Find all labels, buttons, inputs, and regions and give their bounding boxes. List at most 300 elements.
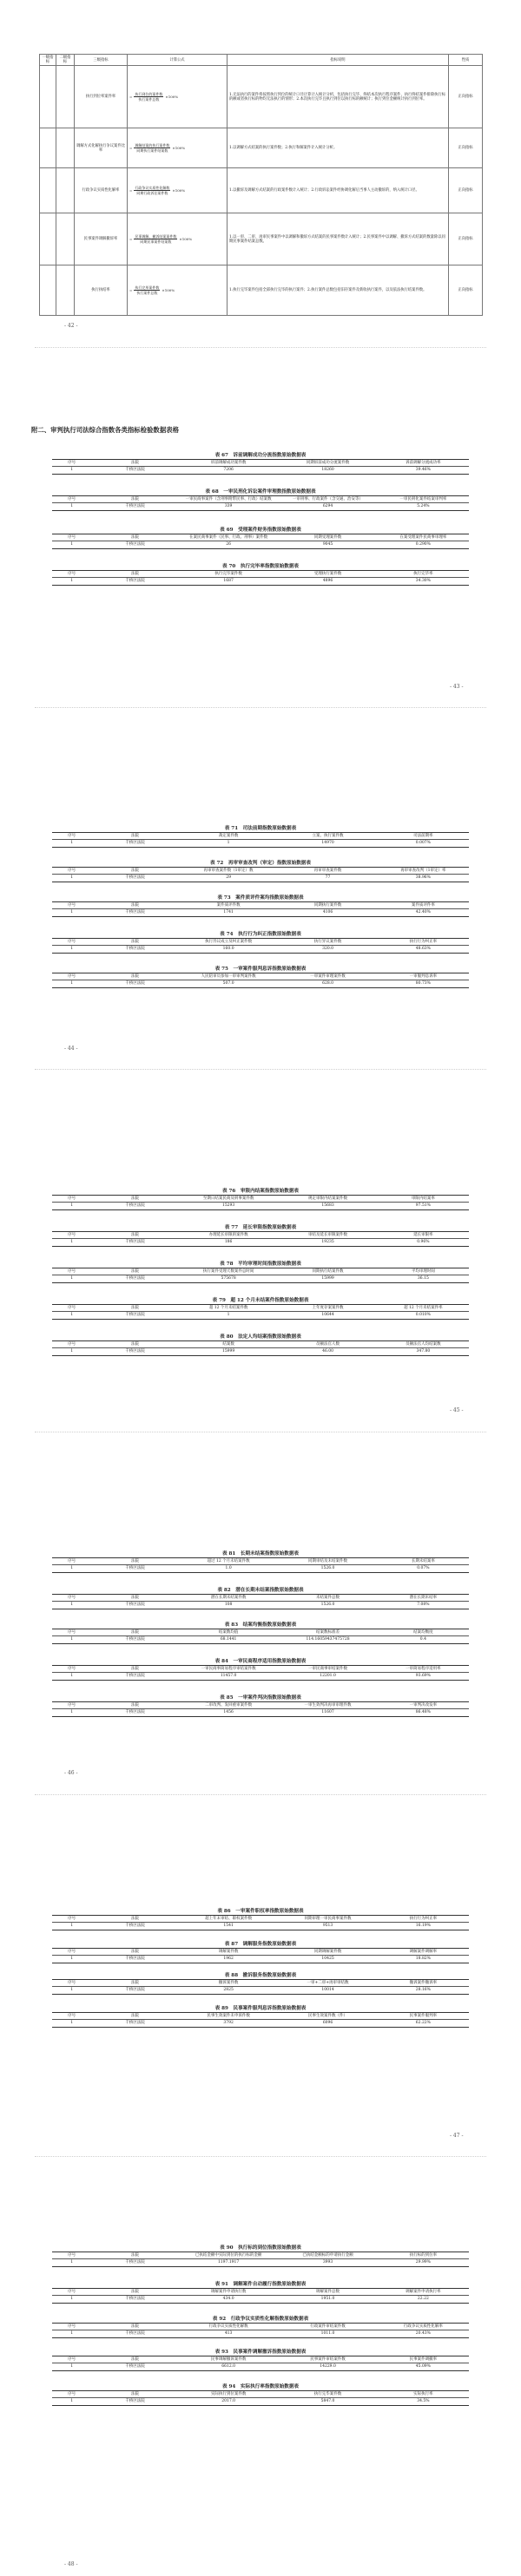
indicator-nature: 正向指标 <box>449 128 483 168</box>
table-header-cell: 行政争议实质性化解率 <box>378 2324 469 2330</box>
table-cell: 77 <box>278 875 377 882</box>
table-header-cell: 在案受理案件民商事审理率 <box>378 534 469 541</box>
table-header-cell: 序号 <box>52 973 91 980</box>
table-cell: 千桥区法院 <box>91 2259 179 2266</box>
table-header-cell: 人民陪审员参加一审审判案件数 <box>179 973 278 980</box>
indicator-nature: 正向指标 <box>449 213 483 265</box>
table-cell: 628.0 <box>278 980 377 987</box>
table-cell: 0.010% <box>378 1312 469 1319</box>
table-header-row <box>52 2013 469 2020</box>
table-cell: 1 <box>52 1203 91 1209</box>
table-row <box>52 467 469 474</box>
table-cell: 320.0 <box>278 946 377 953</box>
indicator-row <box>40 128 483 168</box>
table-cell: 千桥区法院 <box>91 875 179 882</box>
table-title: 表 77 延长审限指数原始数据表 <box>224 1225 297 1230</box>
table-header-row <box>52 833 469 840</box>
table-header-cell: 执行案件受理天数案件总时间 <box>179 1268 278 1275</box>
table-header-cell: 序号 <box>52 1196 91 1203</box>
table-cell: 507.0 <box>179 980 278 987</box>
level2-cell <box>56 66 75 128</box>
table-header-cell: 同期受理案件数 <box>278 534 377 541</box>
table-header-cell: 法院 <box>91 1980 179 1987</box>
formula-cell <box>128 66 228 128</box>
table-cell: 1541 <box>179 1923 278 1930</box>
table-title: 表 91 调解案件自动履行指数原始数据表 <box>214 2282 307 2287</box>
table-cell: 160.0 <box>179 946 278 953</box>
table-cell: 1 <box>52 1312 91 1319</box>
page-divider <box>35 1069 486 1070</box>
table-header-cell: 序号 <box>52 460 91 467</box>
formula: = $\frac{\text{调解结案的执行案件数}}{\text{同期执行案件结案数}}$ ×100% <box>129 143 186 154</box>
table-header-cell: 审限内结案率 <box>378 1196 469 1203</box>
data-table <box>52 2252 469 2267</box>
header-col-3: 三级指标 <box>75 55 128 66</box>
table-header-cell: 序号 <box>52 939 91 946</box>
table-row <box>52 2330 469 2337</box>
table-header-cell: 调解案件申请执行数 <box>179 2289 278 2296</box>
table-cell: 1 <box>52 1348 91 1355</box>
table-title: 表 79 超 12 个月未结案件指数原始数据表 <box>212 1298 309 1303</box>
table-cell: 千桥区法院 <box>91 1239 179 1246</box>
table-cell: 16.19% <box>378 1923 469 1930</box>
formula-denominator: 同期执行案件结案数 <box>136 148 168 154</box>
table-cell: 1 <box>179 840 278 847</box>
table-cell: 1197.1917 <box>179 2259 278 2266</box>
table-cell: 1526.0 <box>278 1565 377 1572</box>
table-cell: 1 <box>52 467 91 474</box>
table-row <box>52 1565 469 1572</box>
table-header-cell: 同期审结及未结案件数 <box>278 1558 377 1565</box>
data-table <box>52 1231 469 1247</box>
table-header-cell: 执行行为纠正率 <box>378 1916 469 1923</box>
table-title: 表 67 诉前调解成功分流指数原始数据表 <box>214 453 307 458</box>
table-header-cell: 同期执行结案件数 <box>278 1268 377 1275</box>
table-header-cell: 民事案件审结案件数 <box>278 2356 377 2363</box>
table-cell: 114.16059437475728 <box>278 1636 377 1643</box>
table-row <box>52 1987 469 1994</box>
indicator-description: 1.执行完毕案件包括全部执行完毕的执行案件；2.执行案件总数包括旧存案件及新收执行案件，以及依法执行结案件数。 <box>228 265 449 316</box>
table-title: 表 82 潜在长期未结案指数原始数据表 <box>217 1588 304 1593</box>
data-table <box>52 973 469 988</box>
table-row <box>52 2259 469 2266</box>
table-cell: 15683 <box>278 1203 377 1209</box>
table-header-cell: 一审+二审+再审审结数 <box>278 1980 377 1987</box>
table-row <box>52 1239 469 1246</box>
table-header-row <box>52 1629 469 1636</box>
table-header-cell: 潜在长期未结率 <box>378 1595 469 1602</box>
page-number: - 42 - <box>64 323 78 329</box>
table-header-cell: 一审民商事简易程序审结案件数 <box>179 1666 278 1673</box>
table-header-cell: 超过 12 个月未结案件数 <box>179 1558 278 1565</box>
table-cell: 413 <box>179 2330 278 2337</box>
table-header-row <box>52 868 469 875</box>
table-header-cell: 执行完毕率 <box>378 571 469 578</box>
table-row <box>52 1348 469 1355</box>
table-header-cell: 法院 <box>91 571 179 578</box>
table-title: 表 74 执行行为纠正指数原始数据表 <box>220 932 301 937</box>
data-table <box>52 901 469 917</box>
table-row <box>52 909 469 916</box>
table-cell: 千桥区法院 <box>91 2363 179 2370</box>
data-table <box>52 1340 469 1356</box>
header-col-1: 一级指标 <box>40 55 56 66</box>
table-cell: 1456 <box>179 1709 278 1716</box>
table-row <box>52 2398 469 2405</box>
table-cell: 339 <box>179 503 278 510</box>
table-cell: 1 <box>179 1312 278 1319</box>
table-cell: 29.99% <box>378 2259 469 2266</box>
indicator-description: 1.无法执行的案件将按照执行到位的统计口径计算计入统计分析，包括执行完毕、终结本次执行程序案件，执行终结案件排除执行标的额或者执行标的物均无法执行的情形；2.本次执行完毕且执行到位以执行标的额统计；执行到位金额统计执行到位率。 <box>228 66 449 128</box>
table-cell: 千桥区法院 <box>91 1275 179 1282</box>
data-table <box>52 2356 469 2371</box>
table-header-row <box>52 571 469 578</box>
table-cell: 1 <box>52 1565 91 1572</box>
table-header-row <box>52 1305 469 1312</box>
indicator-table <box>39 54 483 316</box>
table-title: 表 69 受理案件财务指数原始数据表 <box>220 528 301 533</box>
table-header-cell: 法院 <box>91 1629 179 1636</box>
table-header-cell: 一审服判息诉率 <box>378 973 469 980</box>
table-header-cell: 序号 <box>52 1305 91 1312</box>
table-cell: 15293 <box>179 1203 278 1209</box>
formula: = $\frac{\text{行政争议实质性化解数}}{\text{同期行政诉讼案件数}}$ ×100% <box>129 186 186 196</box>
table-header-cell: 序号 <box>52 2252 91 2259</box>
table-cell: 93.69% <box>378 1673 469 1680</box>
table-cell: 0.4 <box>378 1636 469 1643</box>
table-cell: 1 <box>52 980 91 987</box>
table-header-cell: 法院 <box>91 1666 179 1673</box>
data-table <box>52 1557 469 1573</box>
table-header-cell: 裁定案件数 <box>179 833 278 840</box>
page-divider <box>35 347 486 348</box>
table-header-cell: 在案民商事案件（民事、行政、刑事）案件数 <box>179 534 278 541</box>
table-cell: 48.63% <box>378 946 469 953</box>
table-header-cell: 序号 <box>52 2289 91 2296</box>
table-cell: 26 <box>179 541 278 548</box>
page-divider <box>35 707 486 708</box>
table-header-cell: 序号 <box>52 2013 91 2020</box>
table-title: 表 93 民事案件调解撤诉指数原始数据表 <box>214 2350 307 2355</box>
table-header-cell: 序号 <box>52 1949 91 1956</box>
table-header-cell: 民事生效案件未申诉件数 <box>179 2013 278 2020</box>
section-heading: 附二、审判执行司法综合指数各类指标检验数据表格 <box>31 426 179 434</box>
table-header-cell: 序号 <box>52 571 91 578</box>
table-header-cell: 潜在长期未结案件数 <box>179 1595 278 1602</box>
table-title: 表 71 司法前期指数原始数据表 <box>224 826 297 831</box>
table-cell: 22.22 <box>378 2296 469 2303</box>
table-header-cell: 一审简易程序适用率 <box>378 1666 469 1673</box>
table-header-cell: 延长审限率 <box>378 1232 469 1239</box>
data-table <box>52 938 469 954</box>
table-title: 表 84 一审民商程序适用指数原始数据表 <box>214 1659 307 1664</box>
table-cell: 34.5% <box>378 2398 469 2405</box>
indicator-name: 执行到位率案件率 <box>75 66 128 128</box>
table-title: 表 73 案件质评件案均指数原始数据表 <box>217 895 304 901</box>
table-header-cell: 法院 <box>91 1558 179 1565</box>
level2-cell <box>56 265 75 316</box>
page-divider <box>35 1794 486 1795</box>
table-header-cell: 一审民商事审结案件数 <box>278 1666 377 1673</box>
indicator-description: 1.以调解方式结案的执行案件数；2.执行和解案件计入统计分析。 <box>228 128 449 168</box>
table-header-cell: 法院 <box>91 1949 179 1956</box>
table-cell: 10425 <box>278 1956 377 1963</box>
data-table <box>52 2288 469 2304</box>
table-header-cell: 法院 <box>91 1341 179 1348</box>
table-header-cell: 序号 <box>52 833 91 840</box>
table-cell: 46.00 <box>278 1348 377 1355</box>
table-header-cell: 员额法官人数 <box>278 1341 377 1348</box>
table-header-row <box>52 496 469 503</box>
table-header-row <box>52 1666 469 1673</box>
table-cell: 28.16% <box>378 1987 469 1994</box>
table-header-cell: 序号 <box>52 1980 91 1987</box>
table-header-row <box>52 1916 469 1923</box>
table-cell: 5.24% <box>378 503 469 510</box>
table-cell: 1687 <box>179 578 278 585</box>
table-cell: 1 <box>52 2398 91 2405</box>
table-title: 表 86 一审案件职权率指数原始数据表 <box>217 1909 304 1914</box>
table-cell: 千桥区法院 <box>91 2398 179 2405</box>
table-cell: 千桥区法院 <box>91 503 179 510</box>
page-divider <box>35 2156 486 2157</box>
table-row <box>52 541 469 548</box>
table-header-cell: 法院 <box>91 534 179 541</box>
table-header-cell: 同期调解案件数 <box>278 1949 377 1956</box>
table-cell: 18260 <box>278 467 377 474</box>
table-header-cell: 序号 <box>52 1232 91 1239</box>
table-cell: 34.30% <box>378 578 469 585</box>
page-number: - 48 - <box>64 2561 78 2567</box>
table-cell: 0.96% <box>378 1239 469 1246</box>
table-cell: 千桥区法院 <box>91 946 179 953</box>
table-cell: 1 <box>52 541 91 548</box>
table-cell: 0.290% <box>378 541 469 548</box>
table-header-cell: 撤诉案件撤诉率 <box>378 1980 469 1987</box>
table-cell: 千桥区法院 <box>91 909 179 916</box>
table-title: 表 92 行政争议实质性化解指数原始数据表 <box>212 2317 309 2322</box>
indicator-name: 民事案件调解撤诉率 <box>75 213 128 265</box>
table-cell: 3792 <box>179 2020 278 2027</box>
table-header-row <box>52 1341 469 1348</box>
table-row <box>52 503 469 510</box>
formula-numerator: 执行完毕案件数 <box>135 285 160 291</box>
data-table <box>52 534 469 549</box>
table-cell: 千桥区法院 <box>91 1565 179 1572</box>
table-header-cell: 序号 <box>52 496 91 503</box>
table-header-row <box>52 1268 469 1275</box>
table-header-cell: 长期未结案率 <box>378 1558 469 1565</box>
table-header-cell: 民事调解撤诉案件数 <box>179 2356 278 2363</box>
table-cell: 10644 <box>278 1312 377 1319</box>
formula-cell <box>128 213 228 265</box>
table-cell: 1 <box>52 578 91 585</box>
table-header-row <box>52 1232 469 1239</box>
table-row <box>52 1602 469 1609</box>
table-cell: 1 <box>52 2020 91 2027</box>
table-cell: 39.46% <box>378 467 469 474</box>
table-title: 表 76 审限内结案指数原始数据表 <box>221 1189 300 1194</box>
table-header-cell: 超 12 个月未结案件率 <box>378 1305 469 1312</box>
table-cell: 1 <box>52 1239 91 1246</box>
data-table <box>52 570 469 586</box>
table-cell: 0.07% <box>378 1565 469 1572</box>
table-cell: 7.08% <box>378 1602 469 1609</box>
page-number: - 46 - <box>64 1770 78 1776</box>
table-header-cell: 平均审理时间 <box>378 1268 469 1275</box>
table-cell: 千桥区法院 <box>91 1987 179 1994</box>
table-header-cell: 结案数均值 <box>179 1629 278 1636</box>
table-cell: 5847.0 <box>278 2398 377 2405</box>
table-title: 表 70 执行完毕率指数原始数据表 <box>221 564 300 569</box>
table-title: 表 94 实际执行率指数原始数据表 <box>221 2384 300 2389</box>
table-cell: 千桥区法院 <box>91 1203 179 1209</box>
table-cell: 千桥区法院 <box>91 1956 179 1963</box>
table-header-cell: 调解案件申请执行率 <box>378 2289 469 2296</box>
indicator-nature: 正向指标 <box>449 66 483 128</box>
table-header-cell: 法院 <box>91 2356 179 2363</box>
table-header-cell: 结案均衡度 <box>378 1629 469 1636</box>
table-header-cell: 序号 <box>52 1341 91 1348</box>
table-header-cell: 序号 <box>52 2324 91 2330</box>
table-cell: 4106 <box>278 909 377 916</box>
table-header-row <box>52 2252 469 2259</box>
table-cell: 6096 <box>278 2020 377 2027</box>
table-cell: 1011.0 <box>278 2330 377 2337</box>
table-cell: 19235 <box>278 1239 377 1246</box>
table-cell: 62.22% <box>378 2020 469 2027</box>
table-header-cell: 一审判决改发率 <box>378 1702 469 1709</box>
table-header-cell: 至期日结案民商及刑事案件数 <box>179 1196 278 1203</box>
table-cell: 10014 <box>278 1987 377 1994</box>
table-cell: 1526.0 <box>278 1602 377 1609</box>
table-cell: 9513 <box>278 1923 377 1930</box>
indicator-row <box>40 168 483 213</box>
table-row <box>52 2363 469 2370</box>
table-header-cell: 再审审查案件数 <box>278 868 377 875</box>
table-header-cell: 一审生效判决再审审理件数 <box>278 1702 377 1709</box>
formula-numerator: 执行到位的案件数 <box>135 92 163 97</box>
table-header-cell: 一审案件审理案件数 <box>278 973 377 980</box>
data-table <box>52 459 469 475</box>
table-header-cell: 诉前调解分流成功率 <box>378 460 469 467</box>
table-cell: 6612.0 <box>179 2363 278 2370</box>
table-cell: 千桥区法院 <box>91 1923 179 1930</box>
formula-cell <box>128 128 228 168</box>
table-title: 表 83 结案均衡指数原始数据表 <box>224 1622 297 1628</box>
level2-cell <box>56 128 75 168</box>
table-header-cell: 未结案件总数 <box>278 1595 377 1602</box>
table-cell: 1 <box>52 1275 91 1282</box>
table-header-cell: 再审审查案件数（1审定）数 <box>179 868 278 875</box>
indicator-description: 1.以撤诉及调解方式结案的行政案件数计入统计；2.行政诉讼案件经协调化解后当事人主动撤诉的，纳入统计口径。 <box>228 168 449 213</box>
table-header-cell: 立案、执行案件数 <box>278 833 377 840</box>
table-cell: 1 <box>52 1602 91 1609</box>
table-row <box>52 1203 469 1209</box>
table-cell: 千桥区法院 <box>91 840 179 847</box>
table-header-cell: 序号 <box>52 1702 91 1709</box>
table-header-row <box>52 2289 469 2296</box>
table-title: 表 81 长期未结案指数原始数据表 <box>221 1551 300 1557</box>
table-header-cell: 法院 <box>91 2013 179 2020</box>
table-title: 表 85 一审案件判决指数原始数据表 <box>220 1695 301 1701</box>
indicator-name: 调解方式化解执行争议案件比率 <box>75 128 128 168</box>
table-cell: 1962 <box>179 1956 278 1963</box>
table-header-cell: 超 12 个月未结案件数 <box>179 1305 278 1312</box>
table-cell: 11607 <box>278 1709 377 1716</box>
table-header-cell: 实际执行到位案件数 <box>179 2391 278 2398</box>
table-cell: 1 <box>52 2363 91 2370</box>
page-number: - 44 - <box>64 1045 78 1052</box>
header-col-6: 性质 <box>449 55 483 66</box>
data-table <box>52 1665 469 1681</box>
formula-numerator: 行政争议实质性化解数 <box>135 186 170 191</box>
table-title: 表 75 一审案件服判息诉指数原始数据表 <box>214 967 307 972</box>
table-row <box>52 2296 469 2303</box>
header-col-5: 指标说明 <box>228 55 449 66</box>
table-header-cell: 执行标的到位率 <box>378 2252 469 2259</box>
table-cell: 80.73% <box>378 980 469 987</box>
indicator-nature: 正向指标 <box>449 265 483 316</box>
table-header-cell: 司法前期率 <box>378 833 469 840</box>
data-table <box>52 832 469 848</box>
table-cell: 12201.0 <box>278 1673 377 1680</box>
table-header-cell: 调解案件数 <box>179 1949 278 1956</box>
formula-denominator: 执行案件总数 <box>136 291 158 296</box>
table-header-row <box>52 1558 469 1565</box>
table-header-cell: 上年度存案案件数 <box>278 1305 377 1312</box>
table-cell: 1.0 <box>179 1565 278 1572</box>
data-table <box>52 1915 469 1930</box>
table-header-cell: 法院 <box>91 973 179 980</box>
formula-denominator: 同期行政诉讼案件数 <box>136 191 168 196</box>
table-cell: 3993 <box>278 2259 377 2266</box>
table-title: 表 80 法定人均结案指数原始数据表 <box>220 1334 301 1340</box>
table-cell: 千桥区法院 <box>91 541 179 548</box>
table-row <box>52 1956 469 1963</box>
table-header-cell: 审结及延长审限案件数 <box>278 1232 377 1239</box>
table-cell: 42.40% <box>378 909 469 916</box>
data-table <box>52 2012 469 2028</box>
table-cell: 29 <box>179 875 278 882</box>
page-number: - 47 - <box>450 2133 464 2139</box>
table-cell: 千桥区法院 <box>91 1602 179 1609</box>
table-cell: 108 <box>179 1602 278 1609</box>
table-row <box>52 1312 469 1319</box>
table-header-cell: 法院 <box>91 833 179 840</box>
table-cell: 2825 <box>179 1987 278 1994</box>
table-cell: 千桥区法院 <box>91 467 179 474</box>
table-cell: 186 <box>179 1239 278 1246</box>
table-title: 表 68 一审民刑化诉讼案件审理数指数原始数据表 <box>205 489 316 495</box>
table-row <box>52 1673 469 1680</box>
table-header-cell: 民事生效案件数（件） <box>278 2013 377 2020</box>
table-header-cell: 法院 <box>91 2252 179 2259</box>
formula-numerator: 民事调解、撤诉结案案件数 <box>135 234 177 239</box>
data-table <box>52 2323 469 2338</box>
table-header-cell: 执行行为纠正率 <box>378 939 469 946</box>
table-cell: 20.43% <box>378 2330 469 2337</box>
table-header-row <box>52 939 469 946</box>
table-header-cell: 行政案件审结案件数 <box>278 2324 377 2330</box>
table-cell: 1 <box>52 1709 91 1716</box>
table-header-cell: 民事案件调撤率 <box>378 2356 469 2363</box>
formula-numerator: 调解结案的执行案件数 <box>135 143 170 148</box>
header-col-2: 二级指标 <box>56 55 75 66</box>
table-header-cell: 序号 <box>52 1666 91 1673</box>
table-header-cell: 序号 <box>52 902 91 909</box>
table-header-cell: 法院 <box>91 460 179 467</box>
